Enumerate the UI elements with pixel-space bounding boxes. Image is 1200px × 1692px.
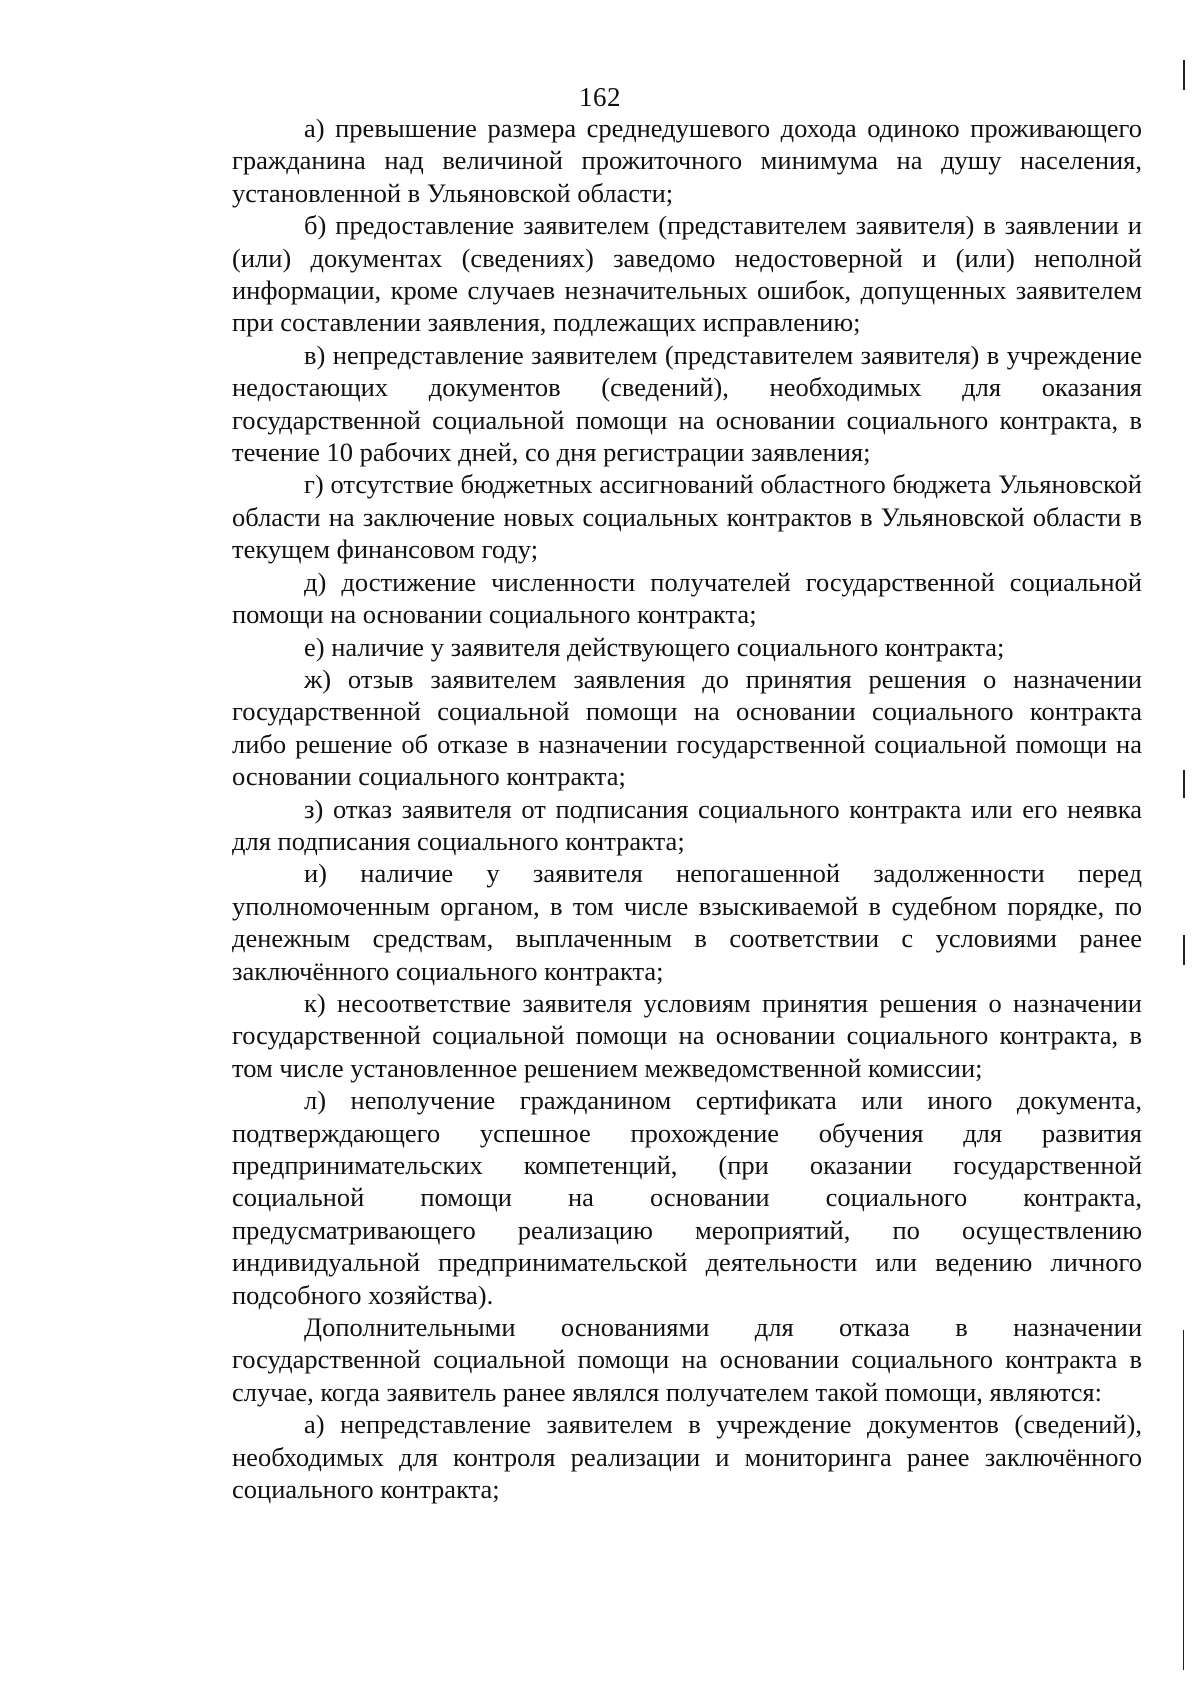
paragraph-z: з) отказ заявителя от подписания социального контракта или его неявка для подписания социального контракта; bbox=[232, 793, 1142, 856]
paragraph-k: к) несоответствие заявителя условиям принятия решения о назначении государственной социальной помощи на основании социального контракта, в том числе установленное решением межведомственной комиссии; bbox=[232, 987, 1142, 1083]
paragraph-l: л) неполучение гражданином сертификата или иного документа, подтверждающего успешное прохождение обучения для развития предпринимательских компетенций, (при оказании государственной социальной помощи на основании социального контракта, предусматривающего реализацию мероприятий, по осуществлению индивидуальной предпринимательской деятельности или ведению личного подсобного хозяйства). bbox=[232, 1085, 1142, 1310]
scan-edge-mark bbox=[1183, 60, 1185, 90]
paragraph-v: в) непредставление заявителем (представителем заявителя) в учреждение недостающих документов (сведений), необходимых для оказания государственной социальной помощи на основании социального контракта, в течение 10 рабочих дней, со дня регистрации заявления; bbox=[232, 339, 1142, 468]
paragraph-i: и) наличие у заявителя непогашенной задолженности перед уполномоченным органом, в том числе взыскиваемой в судебном порядке, по денежным средствам, выплаченным в соответствии с условиями ранее заключённого социального контракта; bbox=[232, 858, 1142, 986]
paragraph-g: г) отсутствие бюджетных ассигнований областного бюджета Ульяновской области на заключение новых социальных контрактов в Ульяновской области в текущем финансовом году; bbox=[232, 469, 1142, 565]
paragraph-b: б) предоставление заявителем (представителем заявителя) в заявлении и (или) документах (сведениях) заведомо недостоверной и (или) неполной информации, кроме случаев незначительных ошибок, допущенных заявителем при составлении заявления, подлежащих исправлению; bbox=[232, 210, 1142, 338]
paragraph-additional-grounds: Дополнительными основаниями для отказа в назначении государственной социальной помощи на основании социального контракта в случае, когда заявитель ранее являлся получателем такой помощи, являются: bbox=[232, 1312, 1142, 1407]
paragraph-zh: ж) отзыв заявителем заявления до принятия решения о назначении государственной социальной помощи на основании социального контракта либо решение об отказе в назначении государственной социальной помощи на основании социального контракта; bbox=[232, 663, 1142, 792]
scan-edge-mark bbox=[1183, 935, 1185, 965]
paragraph-e: е) наличие у заявителя действующего социального контракта; bbox=[304, 631, 1005, 662]
paragraph-a: а) превышение размера среднедушевого дохода одиноко проживающего гражданина над величиной прожиточного минимума на душу населения, установленной в Ульяновской области; bbox=[232, 113, 1142, 208]
scan-edge-mark bbox=[1183, 1330, 1184, 1670]
scan-edge-mark bbox=[1183, 770, 1185, 798]
document-body bbox=[232, 112, 1142, 1505]
paragraph-d: д) достижение численности получателей государственной социальной помощи на основании социального контракта; bbox=[232, 566, 1142, 630]
page-number: 162 bbox=[579, 82, 621, 112]
paragraph-additional-a: а) непредставление заявителем в учреждение документов (сведений), необходимых для контроля реализации и мониторинга ранее заключённого социального контракта; bbox=[232, 1409, 1142, 1505]
